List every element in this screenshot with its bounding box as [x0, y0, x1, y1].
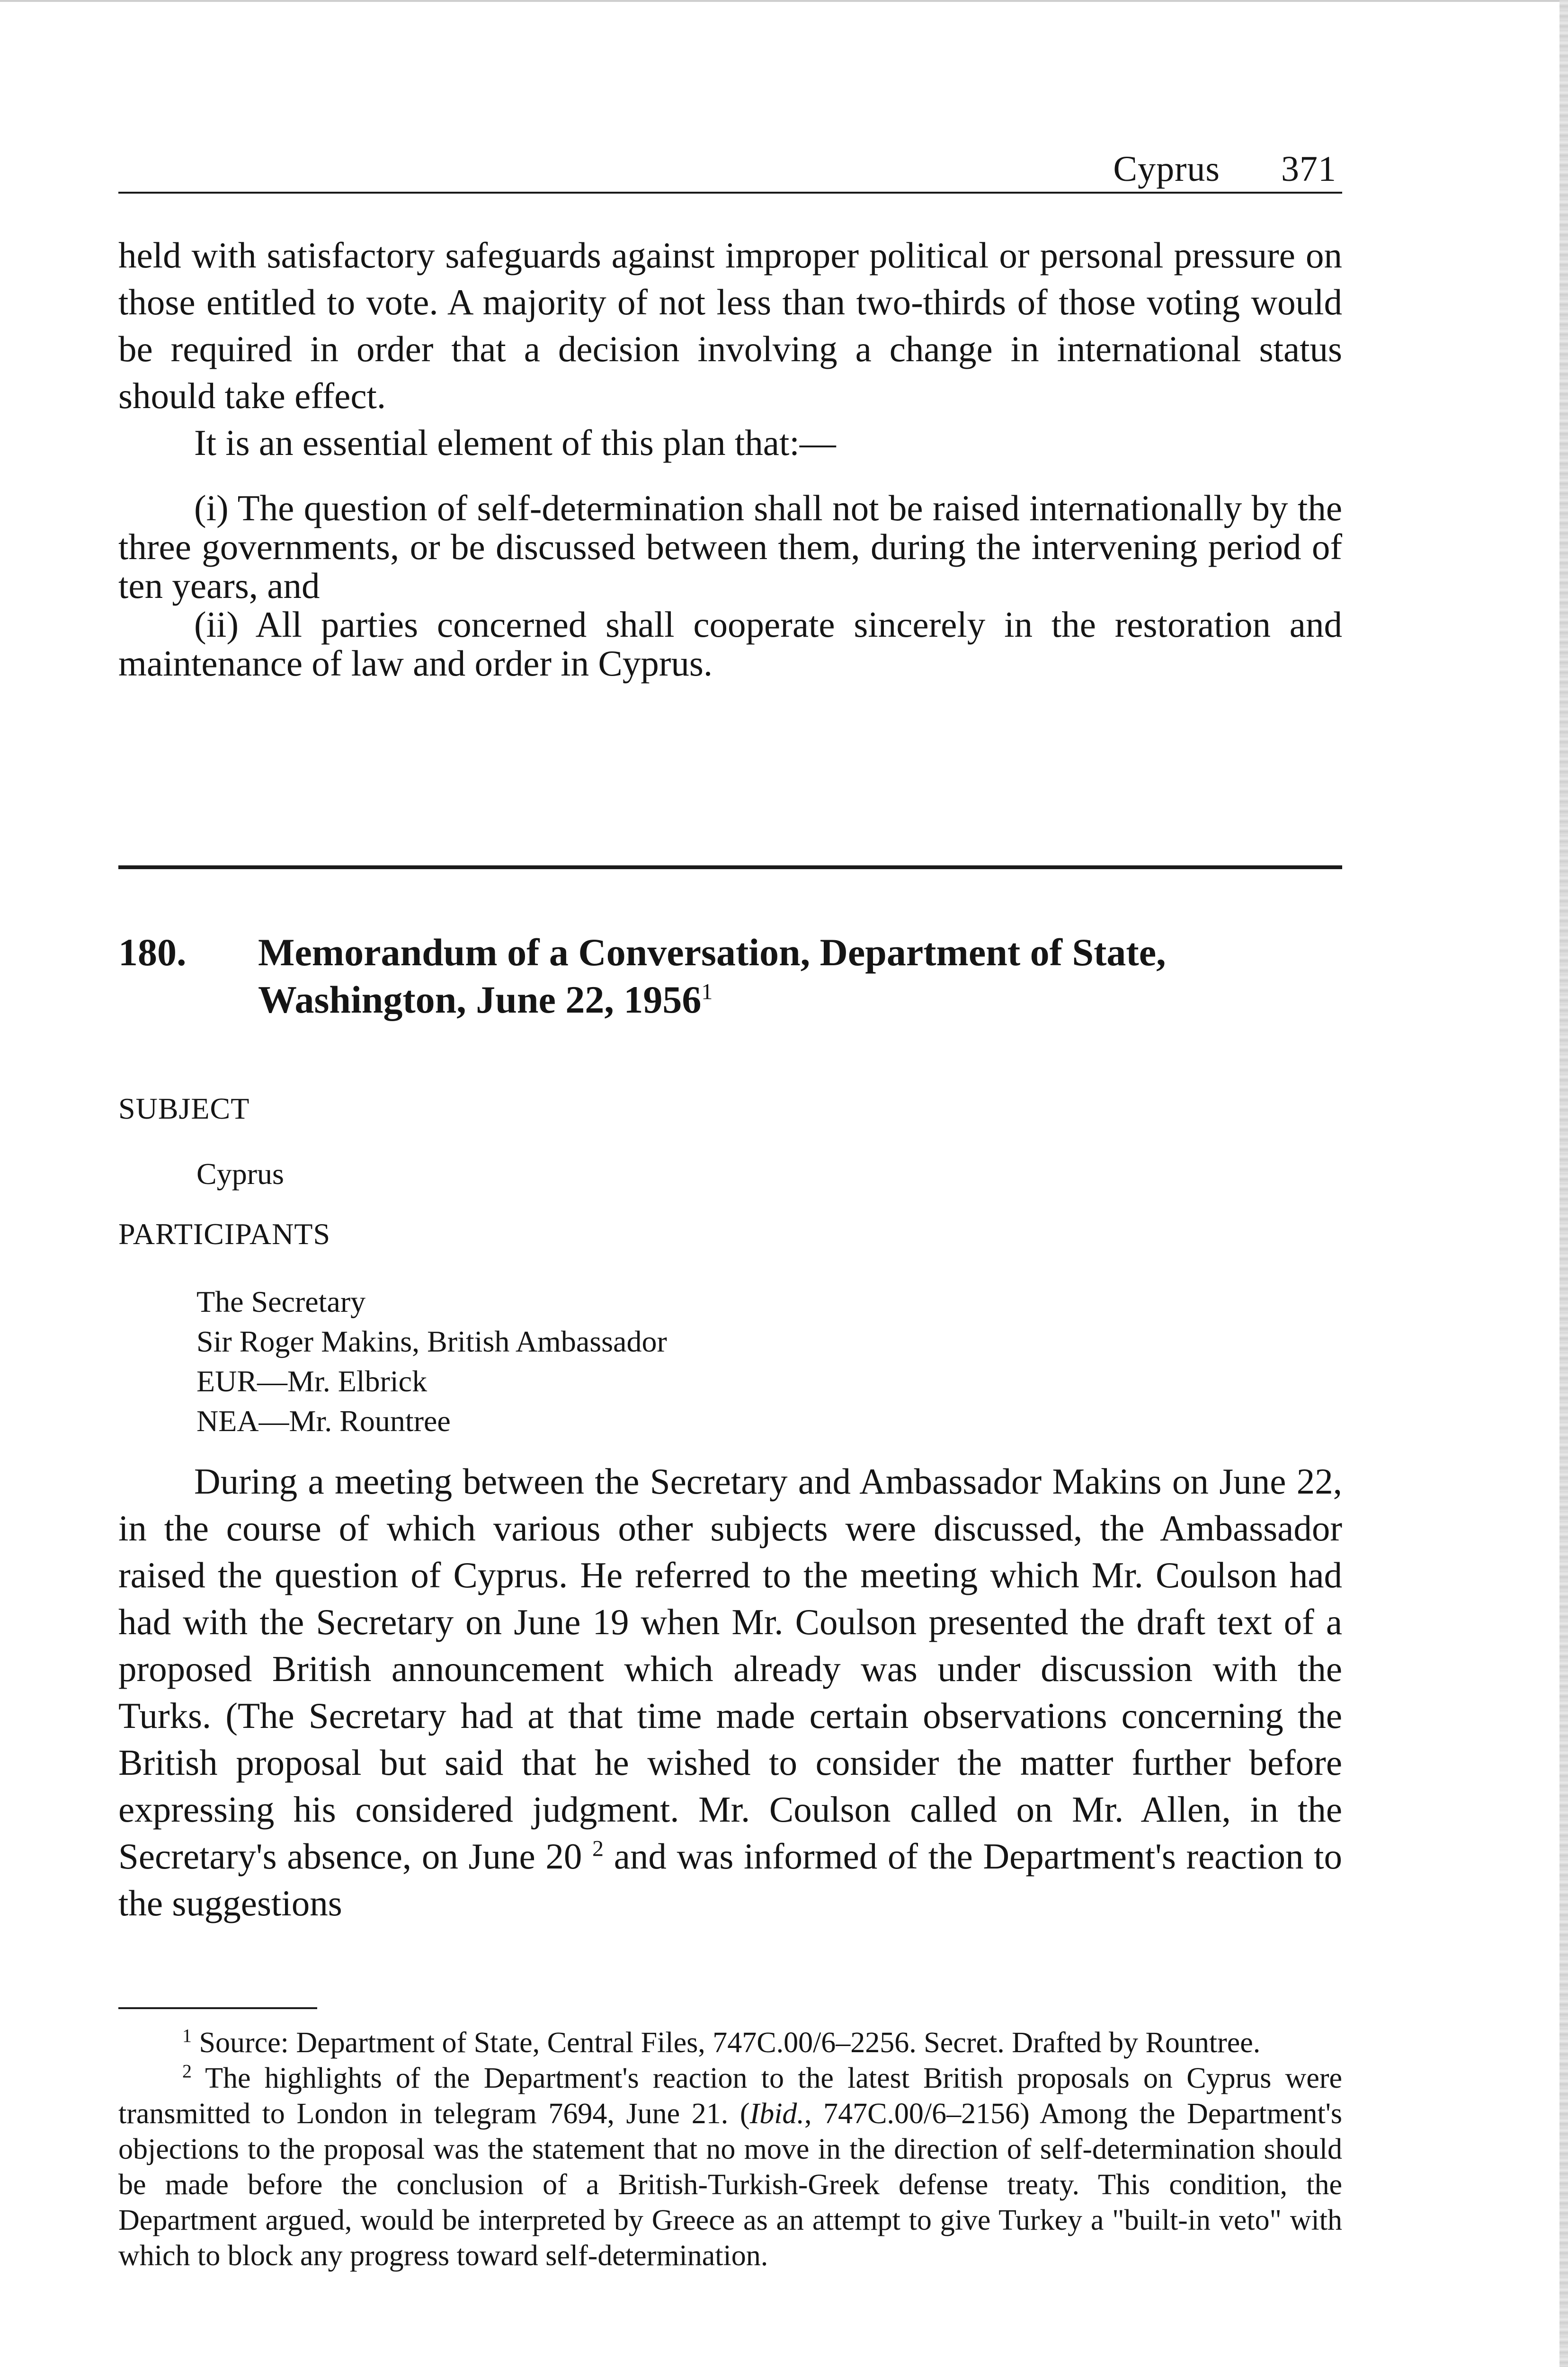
- subject-label: SUBJECT: [118, 1092, 250, 1125]
- footnote-2-ibid: Ibid.: [749, 2098, 804, 2130]
- participant-item: EUR—Mr. Elbrick: [196, 1364, 428, 1398]
- title-footnote-marker: 1: [701, 979, 713, 1005]
- plan-intro-paragraph: It is an essential element of this plan that:—: [194, 422, 836, 463]
- section-divider: [118, 865, 1342, 869]
- scan-right-edge: [1559, 0, 1568, 2367]
- page-number: 371: [1281, 149, 1336, 189]
- carryover-paragraph: [118, 232, 1342, 466]
- participant-item: The Secretary: [196, 1285, 366, 1318]
- participant-item: Sir Roger Makins, British Ambassador: [196, 1325, 667, 1358]
- memorandum-body: [118, 1458, 1342, 1927]
- plan-conditions-list: [118, 489, 1342, 683]
- participants-list: [196, 1282, 667, 1441]
- footnote-1-marker: 1: [182, 2025, 192, 2047]
- plan-condition-i: (i) The question of self-determination shall not be raised internationally by the three governments, or be discussed between them, during the intervening period of ten years, and: [118, 488, 1342, 606]
- document-title-text: Memorandum of a Conversation, Department of State, Washington, June 22, 1956: [258, 931, 1166, 1021]
- footnote-2-marker: 2: [182, 2060, 192, 2082]
- running-head: [118, 135, 1342, 194]
- body-text-part-2: and was informed of the Department's reaction to the suggestions: [118, 1836, 1343, 1923]
- footnote-1-text: Source: Department of State, Central Files, 747C.00/6–2256. Secret. Drafted by Rountree.: [199, 2027, 1261, 2059]
- carryover-paragraph-text: held with satisfactory safeguards against improper political or personal pressure on those entitled to vote. A majority of not less than two-thirds of those voting would be required in order that a decision involving a change in international status should take effect.: [118, 235, 1342, 416]
- running-head-title: Cyprus: [1113, 149, 1220, 189]
- body-text-part-1: During a meeting between the Secretary and Ambassador Makins on June 22, in the course of which various other subjects were discussed, the Ambassador raised the question of Cyprus. He referred to the meeting which Mr. Coulson had had with the Secretary on June 19 when Mr. Coulson presented the draft text of a proposed British announcement which already was under discussion with the Turks. (The Secretary had at that time made certain observations concerning the British proposal but said that he wished to consider the matter further before expressing his considered judgment. Mr. Coulson called on Mr. Allen, in the Secretary's absence, on June 20: [118, 1461, 1342, 1877]
- participants-label: PARTICIPANTS: [118, 1217, 331, 1251]
- footnotes: [118, 2025, 1342, 2274]
- subject-value: Cyprus: [196, 1157, 284, 1191]
- document-title: [258, 929, 1347, 1023]
- footnote-2-text-a: The highlights of the Department's reaction to the latest British proposals on Cyprus were transmitted to London in telegram 7694, June 21. (: [118, 2062, 1342, 2130]
- footnote-2-text-b: , 747C.00/6–2156) Among the Department's objections to the proposal was the statement that no move in the direction of self-determination should be made before the conclusion of a British-Turkish-Greek defense treaty. This condition, the Department argued, would be interpreted by Greece as an attempt to give Turkey a "built-in veto" with which to block any progress toward self-determination.: [118, 2098, 1342, 2272]
- plan-condition-ii: (ii) All parties concerned shall cooperate sincerely in the restoration and maintenance of law and order in Cyprus.: [118, 604, 1342, 684]
- participant-item: NEA—Mr. Rountree: [196, 1404, 451, 1438]
- document-number: 180.: [118, 931, 187, 974]
- scan-top-edge: [0, 0, 1568, 2]
- memorandum-body-paragraph: [118, 1458, 1342, 1927]
- footnote-divider: [118, 2007, 317, 2009]
- body-footnote-marker: 2: [592, 1836, 604, 1861]
- footnote-1: [118, 2025, 1342, 2061]
- footnote-2: [118, 2061, 1342, 2274]
